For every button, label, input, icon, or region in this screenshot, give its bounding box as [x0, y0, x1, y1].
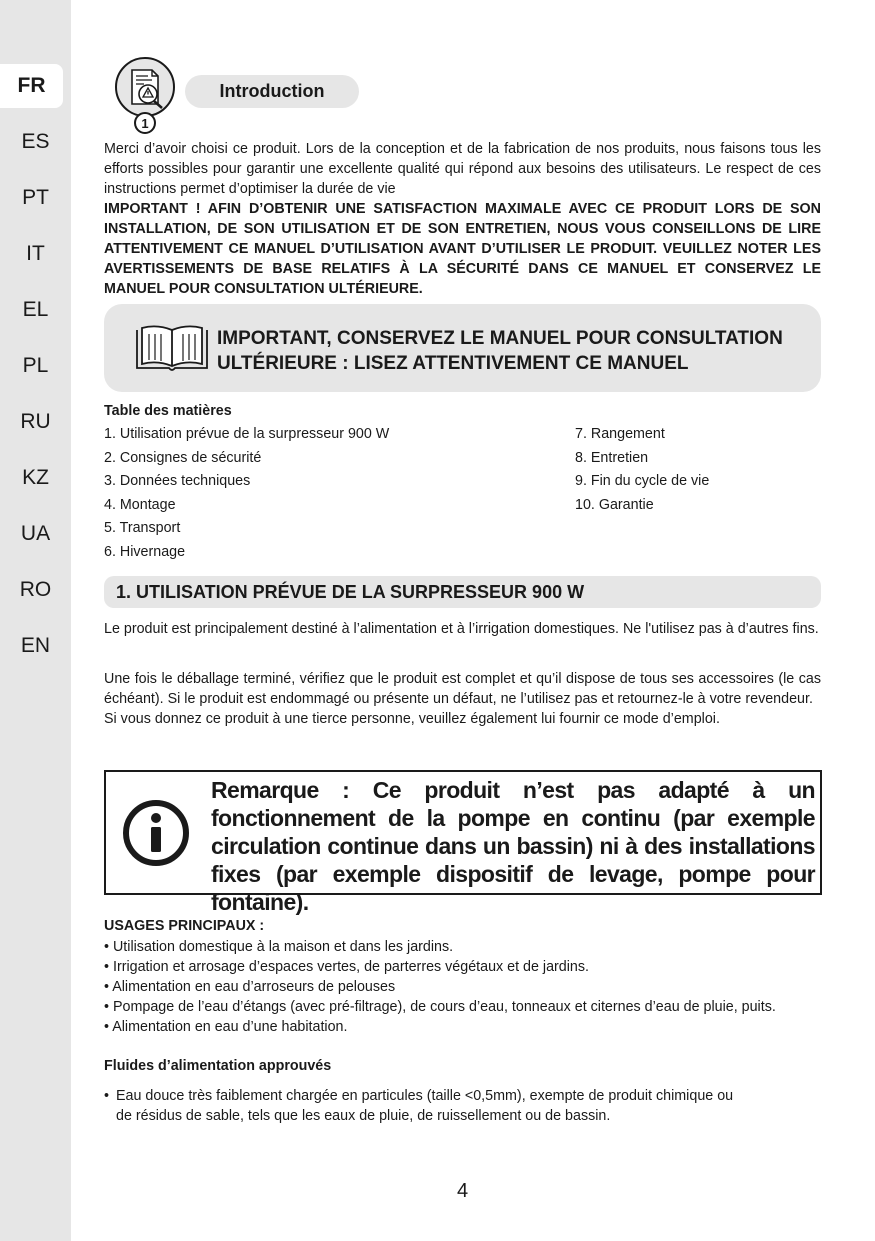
- section1-paragraph-2: [104, 669, 821, 729]
- toc-item[interactable]: 2. Consignes de sécurité: [104, 449, 262, 466]
- lang-tab-es[interactable]: ES: [21, 130, 50, 153]
- manual-warning-icon: [112, 56, 178, 136]
- lang-tab-kz[interactable]: KZ: [22, 466, 49, 489]
- lang-tab-ru[interactable]: RU: [20, 410, 51, 433]
- bullet-marker: •: [104, 1088, 110, 1104]
- toc-item[interactable]: 3. Données techniques: [104, 473, 251, 490]
- section-title: 1. UTILISATION PRÉVUE DE LA SURPRESSEUR 900 W: [116, 582, 585, 602]
- toc-item[interactable]: 6. Hivernage: [104, 543, 186, 560]
- toc-item[interactable]: 1. Utilisation prévue de la surpresseur 900 W: [104, 426, 390, 442]
- toc-item[interactable]: 8. Entretien: [575, 449, 649, 466]
- list-item: • Irrigation et arrosage d’espaces vertes, de parterres végétaux et de jardins.: [104, 959, 590, 975]
- lang-tab-pl[interactable]: PL: [22, 354, 49, 377]
- page-number: 4: [456, 1180, 469, 1202]
- important-notice: IMPORTANT ! AFIN D’OBTENIR UNE SATISFACTION MAXIMALE AVEC CE PRODUIT LORS DE SON INSTALLATION, DE SON UTILISATION ET DE SON ENTRETIEN, NOUS VOUS CONSEILLONS DE LIRE ATTENTIVEMENT CE MANUEL D’UTILISATION AVANT D’UTILISER LE PRODUIT. VEUILLEZ NOTER LES AVERTISSEMENTS DE BASE RELATIFS À LA SÉCURITÉ DANS CE MANUEL ET CONSERVEZ LE MANUEL POUR CONSULTATION ULTÉRIEURE.: [104, 201, 821, 297]
- fluids-line-2: de résidus de sable, tels que les eaux de pluie, de ruissellement ou de bassin.: [116, 1108, 611, 1124]
- lang-tab-en[interactable]: EN: [20, 634, 51, 657]
- list-item: • Alimentation en eau d’arroseurs de pelouses: [104, 979, 396, 995]
- language-sidebar: [0, 0, 71, 1241]
- banner-line-2: ULTÉRIEURE : LISEZ ATTENTIVEMENT CE MANUEL: [217, 353, 689, 374]
- toc-item[interactable]: 10. Garantie: [575, 496, 654, 513]
- lang-tab-fr[interactable]: FR: [0, 64, 63, 108]
- intro-block: [104, 139, 821, 299]
- fluids-line-1: Eau douce très faiblement chargée en particules (taille <0,5mm), exempte de produit chimique ou: [116, 1088, 734, 1104]
- toc-right-column: [575, 423, 709, 517]
- unpacking-instructions: Une fois le déballage terminé, vérifiez que le produit est complet et qu’il dispose de tous ses accessoires (le cas échéant). Si le produit est endommagé ou présente un défaut, ne l’utilisez pas et retournez-le à votre revendeur.: [104, 671, 821, 707]
- list-item: • Utilisation domestique à la maison et dans les jardins.: [104, 939, 454, 955]
- toc-item[interactable]: 7. Rangement: [575, 426, 665, 442]
- toc-item[interactable]: 5. Transport: [104, 520, 181, 537]
- usages-title: USAGES PRINCIPAUX :: [104, 918, 265, 934]
- usages-list: [104, 937, 824, 1037]
- note-text: Remarque : Ce produit n’est pas adapté à un fonctionnement de la pompe en continu (par exemple circulation continue dans un bassin) ni à des installations fixes (par exemple dispositif de levage, pompe pour fontaine).: [211, 777, 815, 915]
- section1-paragraph-1: [104, 619, 821, 639]
- fluids-list: [104, 1086, 814, 1126]
- lang-tab-pt[interactable]: PT: [22, 186, 49, 209]
- lang-tab-ua[interactable]: UA: [20, 522, 51, 545]
- step-number: 1: [141, 116, 149, 131]
- fluids-title: Fluides d’alimentation approuvés: [104, 1058, 332, 1074]
- transfer-instructions: Si vous donnez ce produit à une tierce personne, veuillez également lui fournir ce mode d’emploi.: [104, 711, 720, 727]
- keep-manual-banner: [104, 304, 821, 392]
- toc-title: Table des matières: [104, 403, 232, 419]
- intro-text: Merci d’avoir choisi ce produit. Lors de la conception et de la fabrication de nos produits, nous faisons tous les efforts possibles pour garantir une excellente qualité qui répond aux besoins des utilisateurs. Le respect de ces instructions permet d’optimiser la durée de vie: [104, 141, 821, 197]
- usage-description: Le produit est principalement destiné à l’alimentation et à l’irrigation domestiques. Ne l'utilisez pas à d’autres fins.: [104, 621, 819, 637]
- toc-left-column: [104, 423, 389, 565]
- banner-line-1: IMPORTANT, CONSERVEZ LE MANUEL POUR CONSULTATION: [217, 328, 783, 349]
- toc-item[interactable]: 9. Fin du cycle de vie: [575, 473, 710, 490]
- open-book-icon: [133, 324, 211, 374]
- lang-tab-ro[interactable]: RO: [19, 578, 52, 601]
- note-box: [104, 770, 822, 915]
- lang-tab-el[interactable]: EL: [22, 298, 49, 321]
- lang-tab-it[interactable]: IT: [26, 242, 45, 265]
- list-item: • Pompage de l’eau d’étangs (avec pré-filtrage), de cours d’eau, tonneaux et citernes d’eau de pluie, puits.: [104, 999, 776, 1015]
- section-header-bar: [104, 576, 821, 608]
- info-icon: [121, 798, 191, 868]
- toc-item[interactable]: 4. Montage: [104, 496, 176, 513]
- section-tag-introduction: Introduction: [185, 75, 359, 108]
- list-item: • Alimentation en eau d’une habitation.: [104, 1019, 348, 1035]
